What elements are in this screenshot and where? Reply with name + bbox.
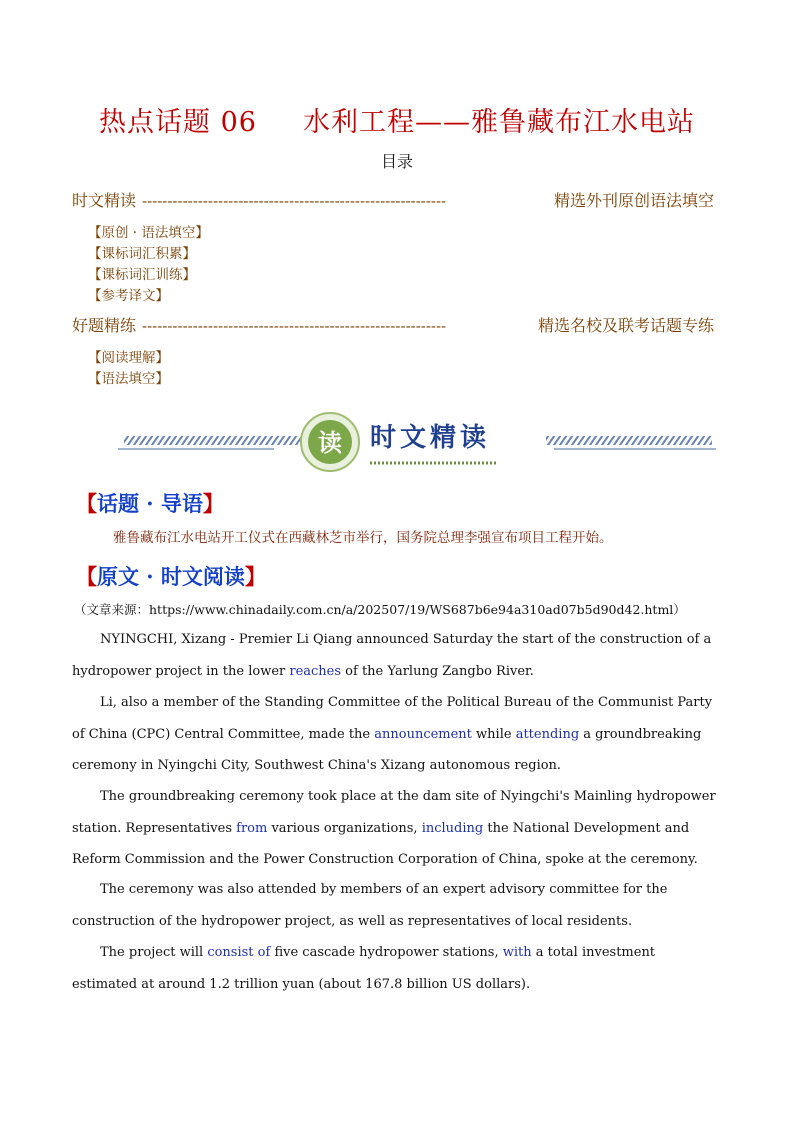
left-stripe-band bbox=[124, 436, 302, 445]
toc-leader-dots: ------------------------------------------------------------ bbox=[142, 317, 447, 335]
right-stripe-band bbox=[546, 436, 712, 445]
toc-section1-label: 时文精读 bbox=[72, 191, 137, 210]
banner-title: 时文精读 bbox=[370, 423, 491, 453]
toc-section2-label: 好题精练 bbox=[72, 316, 137, 335]
toc-section2-desc: 精选名校及联考话题专练 bbox=[537, 316, 714, 335]
title-topic-name: 水利工程——雅鲁藏布江水电站 bbox=[302, 107, 695, 138]
topic-heading: 【话题 · 导语】 bbox=[76, 491, 224, 516]
article-heading: 【原文 · 时文阅读】 bbox=[76, 564, 266, 589]
toc-heading: 目录 bbox=[380, 152, 413, 171]
toc-item[interactable]: 【阅读理解】 bbox=[88, 350, 169, 366]
topic-intro: 雅鲁藏布江水电站开工仪式在西藏林芝市举行，国务院总理李强宣布项目工程开始。 bbox=[113, 530, 613, 546]
article-paragraph-3: The groundbreaking ceremony took place at the dam site of Nyingchi's Mainling hydropower station. Representatives from various organizations, including the National Development and Reform Commission and the Power Construction Corporation of China, spoke at the ceremony. bbox=[72, 789, 716, 867]
article-source[interactable]: （文章来源：https://www.chinadaily.com.cn/a/202507/19/WS687b6e94a310ad07b5d90d42.html） bbox=[74, 602, 686, 617]
toc-leader-dots: ------------------------------------------------------------ bbox=[142, 192, 447, 210]
vocab-highlight: announcement bbox=[374, 726, 472, 742]
article-paragraph-5: The project will consist of five cascade hydropower stations, with a total investment estimated at around 1.2 trillion yuan (about 167.8 billion US dollars). bbox=[72, 945, 656, 992]
toc-entry-section2[interactable] bbox=[72, 313, 714, 336]
vocab-highlight: reaches bbox=[289, 663, 342, 679]
vocab-highlight: consist of bbox=[207, 945, 271, 960]
section-banner bbox=[118, 406, 718, 482]
toc-section1-desc: 精选外刊原创语法填空 bbox=[553, 191, 714, 210]
toc-item[interactable]: 【原创 · 语法填空】 bbox=[88, 225, 209, 241]
toc-entry-section1[interactable] bbox=[72, 188, 714, 211]
article-paragraph-2: Li, also a member of the Standing Committee of the Political Bureau of the Communist Party of China (CPC) Central Committee, made the announcement while attending a groundbreaking ceremony in Nyingchi City, Southwest China's Xizang autonomous region. bbox=[72, 695, 713, 773]
vocab-highlight: attending bbox=[515, 726, 580, 742]
toc-item[interactable]: 【参考译文】 bbox=[88, 288, 169, 304]
toc-item[interactable]: 【课标词汇训练】 bbox=[88, 267, 196, 283]
toc-item[interactable]: 【语法填空】 bbox=[88, 371, 169, 387]
toc-item[interactable]: 【课标词汇积累】 bbox=[88, 246, 196, 262]
vocab-highlight: from bbox=[236, 820, 268, 836]
page-title bbox=[0, 100, 794, 139]
article-paragraph-4: The ceremony was also attended by members of an expert advisory committee for the construction of the hydropower project, as well as representatives of local residents. bbox=[72, 882, 668, 929]
title-topic-number: 热点话题 06 bbox=[99, 107, 257, 138]
badge-char: 读 bbox=[318, 428, 342, 457]
vocab-highlight: with bbox=[502, 945, 532, 960]
banner-graphic bbox=[118, 406, 718, 482]
vocab-highlight: including bbox=[421, 820, 484, 836]
article-paragraph-1: NYINGCHI, Xizang - Premier Li Qiang announced Saturday the start of the construction of a hydropower project in the lower reaches of the Yarlung Zangbo River. bbox=[72, 632, 712, 679]
